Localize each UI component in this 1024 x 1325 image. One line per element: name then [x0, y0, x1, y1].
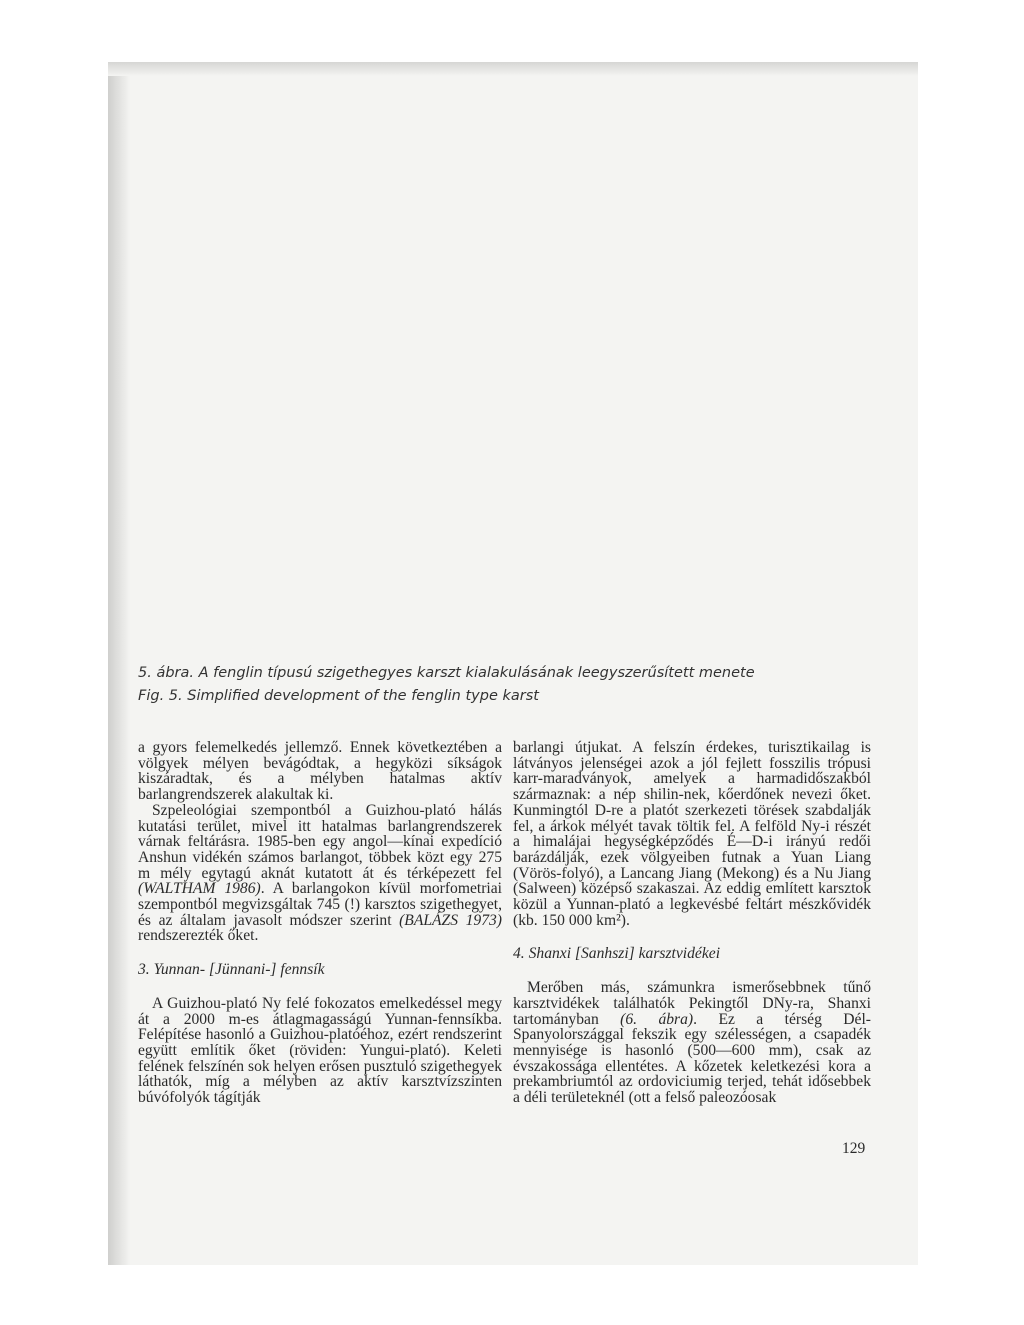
figure-reference-6: (6. ábra)	[620, 1010, 694, 1028]
figure-caption-hungarian: 5. ábra. A fenglin típusú szigethegyes karszt kialakulásának leegyszerűsített menete	[138, 665, 755, 681]
page-shadow-left	[108, 62, 130, 1265]
right-paragraph-1: barlangi útjukat. A felszín érdekes, turisztikailag is látványos jelenségei azok a jól fejlett fosszilis trópusi karr-maradványok, amelyek a harmadidőszakból származnak: a nép shilin-nek, kőerdőnek nevezi őket. Kunmingtól D-re a platót szerkezeti törések szabdalják fel, a árkok mélyét tavak töltik fel. A felföld Ny-i részét a himalájai hegységképződés É—D-i irányú redői barázdálják, ezek völgyeiben futnak a Yuan Liang (Vörös-folyó), a Lancang Jiang (Mekong) és a Nu Jiang (Salween) középső szakaszai. Az eddig említett karsztok közül a Yunnan-plató a legkevésbé feltárt mészkővidék (kb. 150 000 km²).	[513, 739, 871, 929]
left-paragraph-3: A Guizhou-plató Ny felé fokozatos emelkedéssel megy át a 2000 m-es átlagmagasságú Yunnan-fennsíkba. Felépítése hasonló a Guizhou-platóéhoz, ezért rendszerint együtt említik őket (röviden: Yungui-plató). Keleti felének felszínén sok helyen erősen pusztuló szigethegyek láthatók, míg a mélyben az aktív karsztvízszinten búvófolyók tágítják	[138, 994, 502, 1107]
left-paragraph-2-part-b: . A barlangokon kívül morfometriai szempontból megvizsgáltak 745 (!) karsztos szigethegyet, és az általam javasolt módszer szerint	[138, 880, 502, 929]
citation-balazs: (BALÁZS 1973)	[399, 911, 502, 929]
section-heading-shanxi: 4. Shanxi [Sanhszi] karsztvidékei	[513, 945, 721, 963]
section-heading-yunnan: 3. Yunnan- [Jünnani-] fennsík	[138, 961, 325, 979]
citation-waltham: (WALTHAM 1986)	[138, 880, 261, 898]
right-column	[513, 740, 871, 1106]
left-column	[138, 740, 502, 1106]
left-paragraph-2-part-a: Szpeleológiai szempontból a Guizhou-plató hálás kutatási terület, mivel itt hatalmas barlangrendszerek várnak feltárásra. 1985-ben egy angol—kínai expedíció Anshun vidékén számos barlangot, többek közt egy 275 m mély egytagú aknát kutatott át és térképezett fel	[138, 801, 502, 882]
figure-blank-area	[140, 90, 880, 635]
page-number: 129	[842, 1140, 866, 1157]
figure-caption-english: Fig. 5. Simplified development of the fenglin type karst	[138, 688, 539, 704]
left-paragraph-2-part-c: rendszerezték őket.	[138, 927, 259, 945]
right-paragraph-2-part-a: Merőben más, számunkra ismerősebbnek tűnő karsztvidékek találhatók Pekingtől DNy-ra, Shanxi tartományban	[513, 979, 871, 1028]
right-paragraph-2	[513, 980, 871, 1106]
right-paragraph-2-part-b: . Ez a térség Dél-Spanyolországgal fekszik egy szélességen, a csapadék mennyisége is hasonló (500—600 mm), csak az évszakossága ellentétes. A kőzetek keletkezési kora a prekambriumtól az ordoviciumig terjed, tehát idősebbek a déli területeknél (ott a felső paleozóosak	[513, 1010, 871, 1107]
left-paragraph-1: a gyors felemelkedés jellemző. Ennek következtében a völgyek mélyen bevágódtak, a hegyközi síkságok kiszáradtak, és a mélyben hatalmas aktív barlangrendszerek alakultak ki.	[138, 739, 502, 804]
left-paragraph-2	[138, 803, 502, 944]
page-shadow-top	[108, 62, 918, 76]
